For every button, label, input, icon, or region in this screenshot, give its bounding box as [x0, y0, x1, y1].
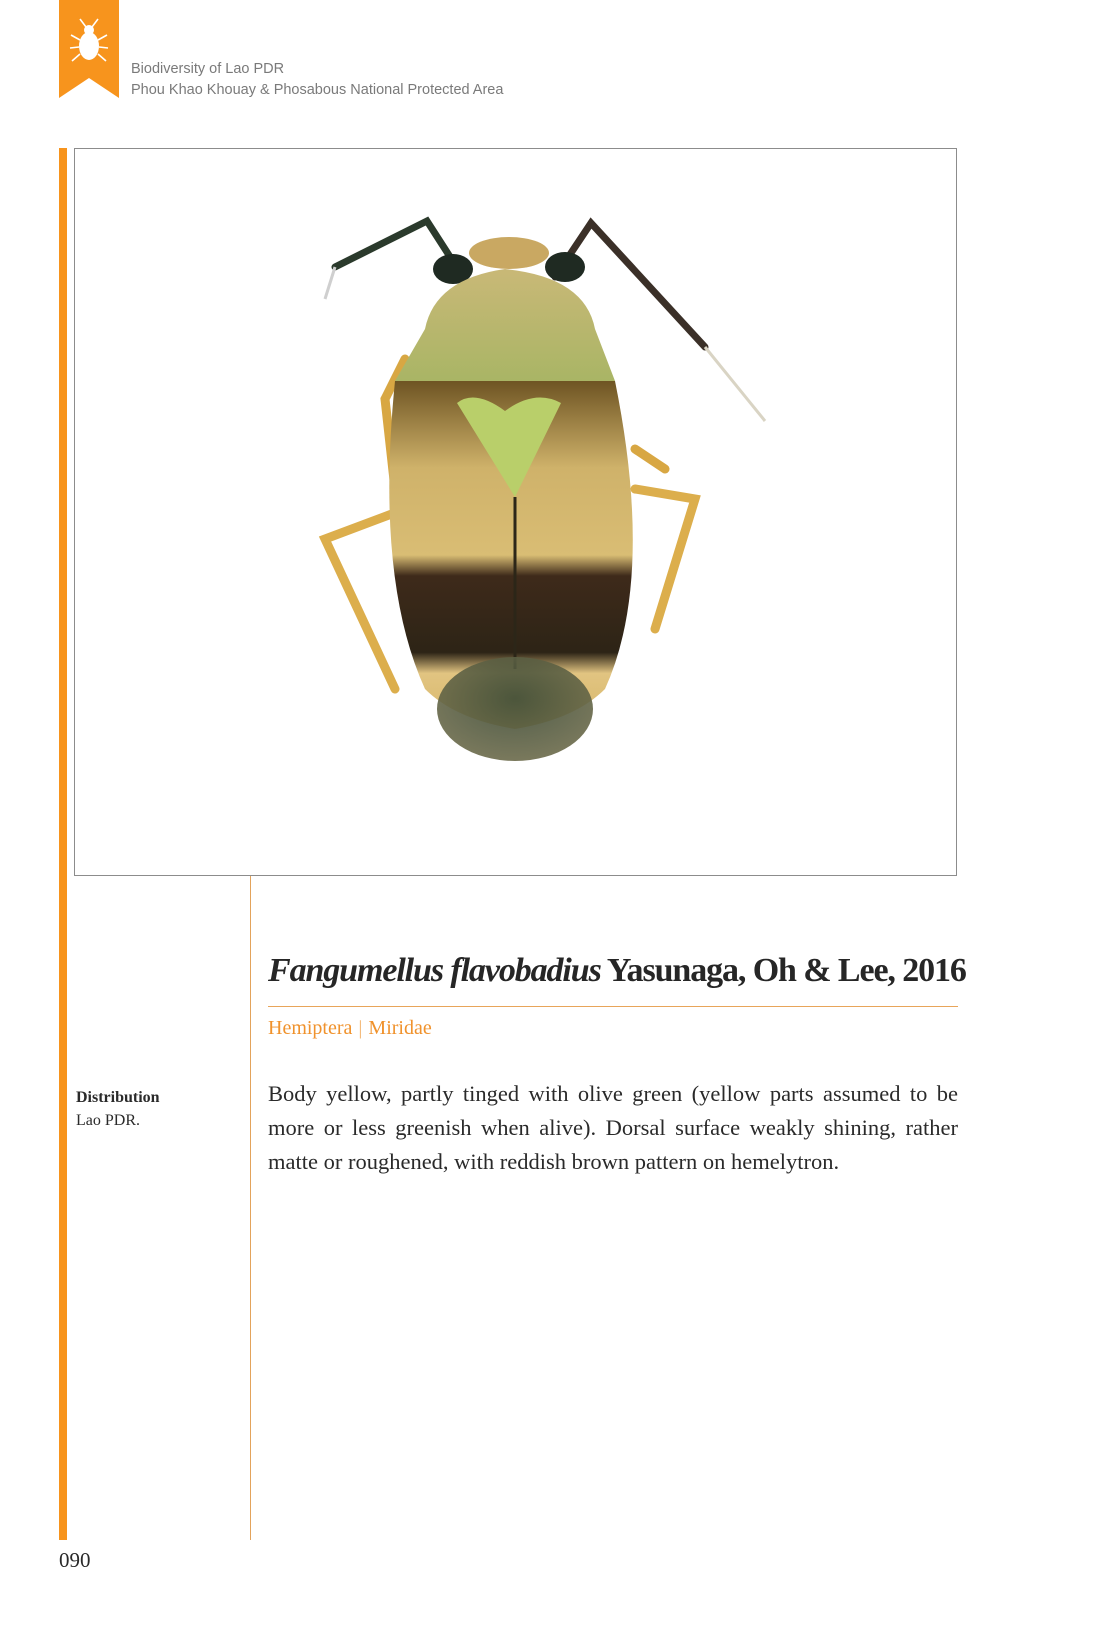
- title-rule: [268, 1006, 958, 1007]
- header-bookmark: [59, 0, 119, 98]
- taxon-separator: |: [358, 1017, 363, 1039]
- species-name: Fangumellus flavobadius: [268, 952, 601, 989]
- accent-side-bar: [59, 148, 67, 1540]
- species-title: [268, 952, 966, 990]
- bookmark-ribbon: [59, 0, 119, 98]
- distribution-value: Lao PDR.: [76, 1112, 140, 1129]
- header-line-1: Biodiversity of Lao PDR: [131, 61, 285, 77]
- taxonomy-line: [268, 1017, 432, 1040]
- running-header: [131, 59, 503, 101]
- taxon-order: Hemiptera: [268, 1017, 353, 1039]
- column-divider: [250, 876, 251, 1540]
- distribution-label: Distribution: [76, 1089, 160, 1106]
- insect-illustration: [75, 149, 957, 876]
- specimen-photo: [74, 148, 957, 876]
- species-authority: Yasunaga, Oh & Lee, 2016: [606, 952, 966, 989]
- header-line-2: Phou Khao Khouay & Phosabous National Protected Area: [131, 82, 504, 98]
- taxon-family: Miridae: [368, 1017, 432, 1039]
- page-number: 090: [59, 1548, 91, 1572]
- species-description: Body yellow, partly tinged with olive green (yellow parts assumed to be more or less greenish when alive). Dorsal surface weakly shining, rather matte or roughened, with reddish brown pattern on hemelytron.: [268, 1081, 958, 1174]
